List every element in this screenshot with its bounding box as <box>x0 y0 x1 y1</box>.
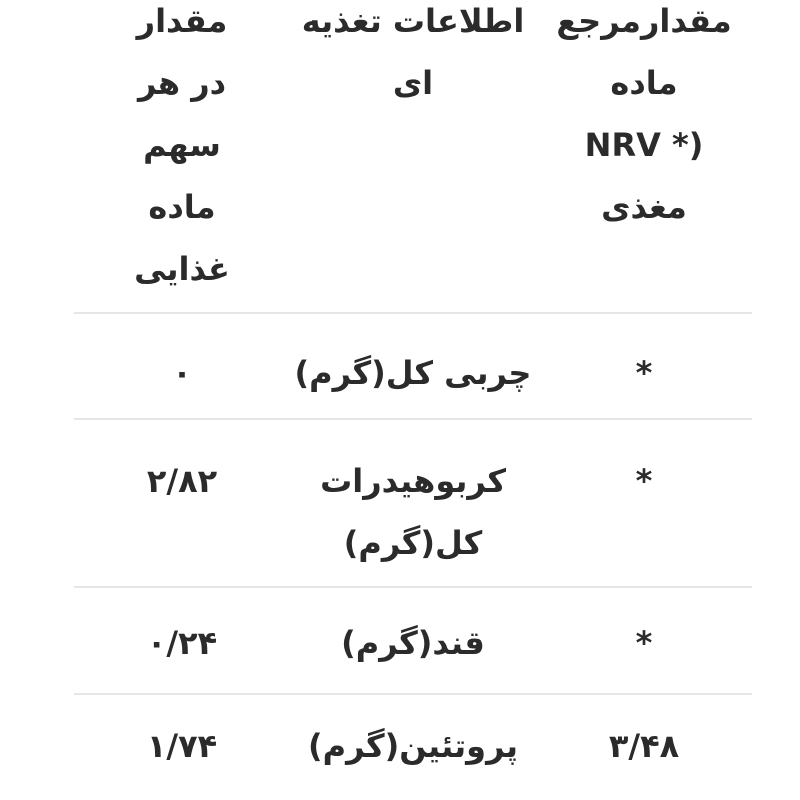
header-reference-value: مقدارمرجع ماده (* NRV مغذی <box>556 2 732 226</box>
reference-value-cell: ۳/۴۸ <box>608 727 680 765</box>
reference-value-cell: * <box>635 354 653 392</box>
nutrient-name-cell: کربوهیدرات کل(گرم) <box>320 462 506 562</box>
header-per-serving: مقدار در هر سهم ماده غذایی <box>134 2 230 288</box>
reference-value-cell: * <box>635 624 653 662</box>
nutrient-name-cell: قند(گرم) <box>341 624 485 662</box>
table-row <box>74 695 752 795</box>
per-serving-cell: ۰/۲۴ <box>146 624 218 662</box>
per-serving-cell: ۰ <box>172 354 192 392</box>
header-nutrition-info: اطلاعات تغذیه ای <box>301 2 525 102</box>
table-row <box>74 420 752 588</box>
table-row <box>74 314 752 420</box>
table-header-row <box>74 0 752 314</box>
nutrient-name-cell: چربی کل(گرم) <box>294 354 532 392</box>
per-serving-cell: ۲/۸۲ <box>146 462 218 500</box>
per-serving-cell: ۱/۷۴ <box>146 727 218 765</box>
table-row <box>74 588 752 695</box>
reference-value-cell: * <box>635 462 653 500</box>
nutrient-name-cell: پروتئین(گرم) <box>308 727 518 765</box>
nutrition-table <box>74 0 752 795</box>
